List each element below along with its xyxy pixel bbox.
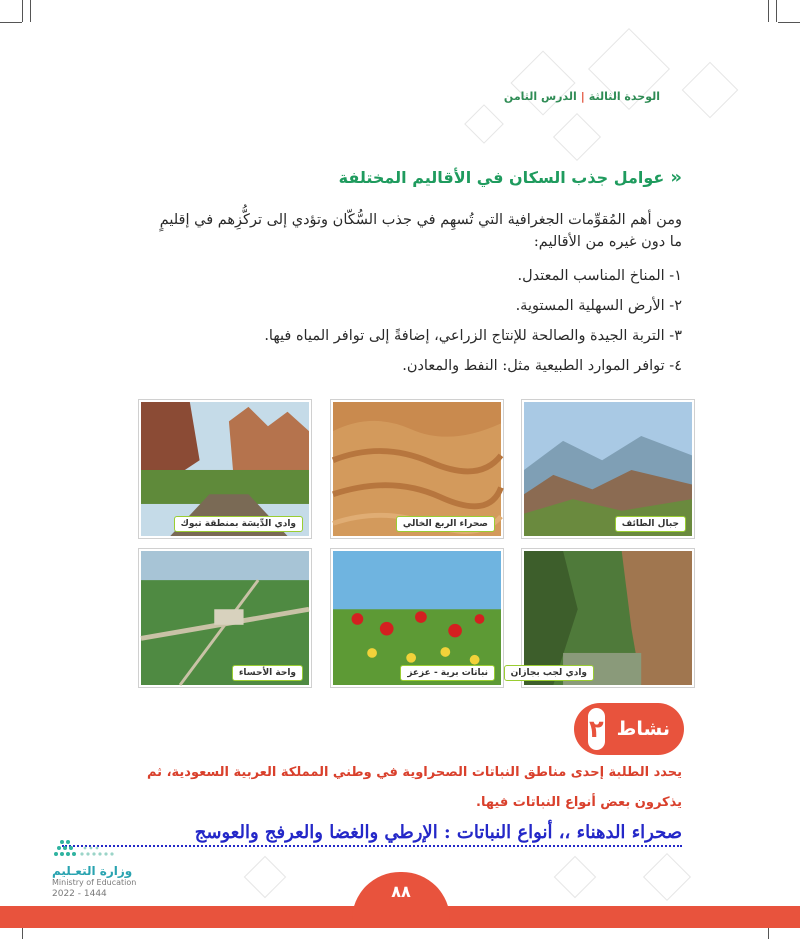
edition-year: 2022 - 1444 <box>52 889 107 899</box>
factor-item-1: ١- المناخ المناسب المعتدل. <box>517 268 682 284</box>
section-title-text: عوامل جذب السكان في الأقاليم المختلفة <box>338 168 665 187</box>
photo-ahsa-oasis <box>139 549 311 687</box>
activity-instruction-line-2: يذكرون بعض أنواع النباتات فيها. <box>476 795 682 810</box>
photo-wadi-lajab <box>510 549 694 687</box>
decorative-diamond <box>554 856 596 898</box>
decorative-diamond <box>510 50 575 115</box>
crop-mark <box>30 0 31 22</box>
crop-mark <box>0 22 22 23</box>
caption-wild-plants: نباتات برية - عزعز <box>400 665 495 681</box>
ministry-logo-mark-icon <box>52 836 132 860</box>
factor-item-3: ٣- التربة الجيدة والصالحة للإنتاج الزراعي، إضافةً إلى توافر المياه فيها. <box>264 328 682 344</box>
decorative-diamond <box>553 113 601 161</box>
section-title <box>122 168 682 187</box>
page-number: ٨٨ <box>352 872 450 920</box>
factor-item-4: ٤- توافر الموارد الطبيعية مثل: النفط والمعادن. <box>402 358 682 374</box>
caption-taif: جبال الطائف <box>615 516 686 532</box>
photo-wadi-disah <box>139 400 311 538</box>
decorative-diamond <box>643 853 691 901</box>
activity-label: نشاط <box>616 718 670 740</box>
photo-empty-quarter <box>331 400 503 538</box>
caption-empty-quarter: صحراء الربع الخالي <box>396 516 495 532</box>
crop-mark <box>776 0 777 22</box>
decorative-diamond <box>682 62 739 119</box>
caption-wadi-lajab: وادي لجب بجازان <box>504 665 594 681</box>
unit-label: الوحدة الثالثة <box>588 90 660 103</box>
caption-ahsa: واحة الأحساء <box>232 665 303 681</box>
caption-wadi-disah: وادي الدِّيسَة بمنطقة تبوك <box>174 516 303 532</box>
photo-taif-mountains <box>522 400 694 538</box>
crop-mark <box>778 22 800 23</box>
crop-mark <box>768 0 769 22</box>
factor-item-2: ٢- الأرض السهلية المستوية. <box>515 298 682 314</box>
intro-line-1: ومن أهم المُقوِّمات الجغرافية التي تُسهِم في جذب السُّكّان وتؤدي إلى تركُّزِهم في إقليمٍ <box>159 212 682 228</box>
decorative-diamond <box>464 104 504 144</box>
lesson-label: الدرس الثامن <box>503 90 577 103</box>
header-separator: | <box>580 90 585 103</box>
decorative-diamond <box>244 856 286 898</box>
double-chevron-icon: « <box>670 166 682 188</box>
handwritten-answer: صحراء الدهناء ،، أنواع النباتات : الإرطي والغضا والعرفج والعوسج <box>62 822 682 847</box>
intro-line-2: ما دون غيره من الأقاليم: <box>533 234 682 250</box>
ministry-name-english: Ministry of Education <box>52 878 137 887</box>
photo-wild-plants <box>331 549 503 687</box>
page-header <box>140 90 660 103</box>
ministry-name-arabic: وزارة التعـليم <box>52 864 133 878</box>
ministry-logo <box>52 836 182 899</box>
activity-badge <box>574 703 684 755</box>
activity-instruction-line-1: يحدد الطلبة إحدى مناطق النباتات الصحراوية في وطني المملكة العربية السعودية، ثم <box>146 765 682 780</box>
activity-number: ٢ <box>588 708 605 750</box>
crop-mark <box>22 0 23 22</box>
